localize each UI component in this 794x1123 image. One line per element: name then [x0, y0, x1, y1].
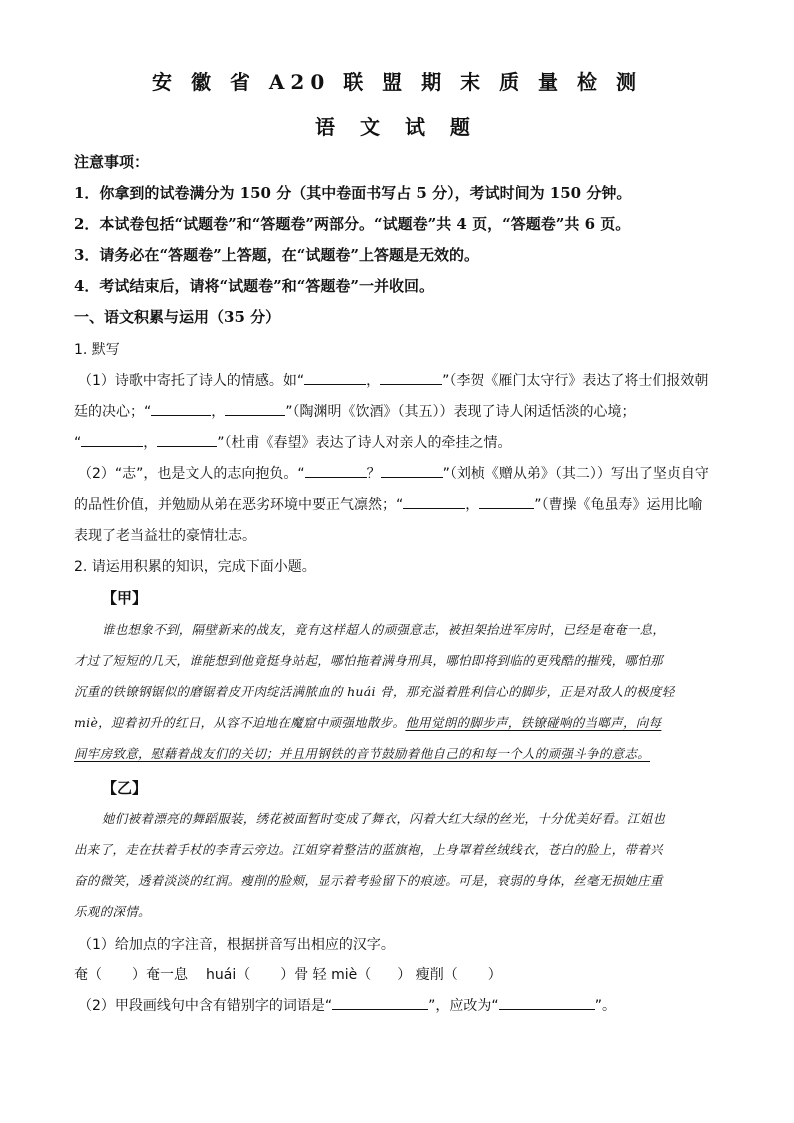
passage-line: 谁也想象不到，隔壁新来的战友，竟有这样超人的顽强意志，被担架抬进军房时，已经是奄奄一息，: [102, 622, 666, 637]
underlined-sentence: 他用觉朗的脚步声，铁镣碰响的当啷声，向每: [405, 715, 662, 730]
question-1-line: （2）“志”，也是文人的志向抱负。“ ？ ”（刘桢《赠从弟》（其二））写出了坚贞自守: [78, 463, 709, 483]
answer-blank[interactable]: [151, 401, 211, 416]
answer-blank[interactable]: [305, 463, 367, 478]
question-1-heading: 1. 默写: [74, 342, 120, 358]
notice-item: 4．考试结束后，请将“试题卷”和“答题卷”一并收回。: [74, 277, 434, 295]
answer-blank[interactable]: [380, 370, 442, 385]
answer-blank[interactable]: [225, 401, 285, 416]
sub-question-1-items: 奄（ ）奄一息 huái（ ）骨 轻 miè（ ） 瘦削（ ）: [74, 967, 502, 983]
question-1-line: （1）诗歌中寄托了诗人的情感。如“ ， ”（李贺《雁门太守行》表达了将士们报效朝: [78, 370, 708, 390]
passage-yi-label: 【乙】: [102, 779, 148, 797]
sub-question-2: （2）甲段画线句中含有错别字的词语是“ ”，应改为“ ”。: [78, 995, 616, 1015]
notice-item: 1．你拿到的试卷满分为 150 分（其中卷面书写占 5 分），考试时间为 150 分钟。: [74, 184, 632, 202]
passage-line: 出来了，走在扶着手杖的李青云旁边。江姐穿着整洁的蓝旗袍，上身罩着丝绒线衣，苍白的脸上，带着兴: [74, 842, 663, 857]
answer-blank[interactable]: [157, 432, 217, 447]
passage-line-underlined: 间牢房致意，慰藉着战友们的关切；并且用钢铁的音节鼓励着他自己的和每一个人的顽强斗争的意志。: [74, 746, 651, 761]
question-1-line: 廷的决心；“ ， ”（陶渊明《饮酒》（其五））表现了诗人闲适恬淡的心境；: [74, 401, 636, 421]
passage-jia-label: 【甲】: [102, 589, 148, 607]
passage-line: 才过了短短的几天，谁能想到他竟挺身站起，哪怕拖着满身刑具，哪怕即将到临的更残酷的摧残，哪怕那: [74, 653, 663, 668]
question-1-line: 的品性价值，并勉励从弟在恶劣环境中要正气凛然；“ ， ”（曹操《龟虽寿》运用比喻: [74, 494, 703, 514]
question-2-heading: 2. 请运用积累的知识，完成下面小题。: [74, 559, 316, 575]
notice-item: 2．本试卷包括“试题卷”和“答题卷”两部分。“试题卷”共 4 页，“答题卷”共 6 页。: [74, 215, 631, 233]
sub-question-1: （1）给加点的字注音，根据拼音写出相应的汉字。: [78, 937, 395, 953]
section-heading: 一、语文积累与运用（35 分）: [74, 308, 281, 326]
question-1-line: 表现了老当益壮的豪情壮志。: [74, 528, 256, 544]
answer-blank[interactable]: [479, 494, 534, 509]
exam-subtitle: 语 文 试 题: [315, 115, 479, 139]
question-1-line: “ ， ”（杜甫《春望》表达了诗人对亲人的牵挂之情。: [74, 432, 512, 452]
answer-blank[interactable]: [499, 995, 595, 1010]
passage-line: 她们被着漂亮的舞蹈服装，绣花被面暂时变成了舞衣，闪着大红大绿的丝光，十分优美好看。江姐也: [102, 811, 666, 826]
answer-blank[interactable]: [304, 370, 366, 385]
answer-blank[interactable]: [332, 995, 428, 1010]
answer-blank[interactable]: [81, 432, 143, 447]
answer-blank[interactable]: [403, 494, 465, 509]
notice-heading: 注意事项：: [74, 153, 150, 171]
passage-line: 奋的微笑，透着淡淡的红润。瘦削的脸颊，显示着考验留下的痕迹。可是，衰弱的身体，丝毫无损她庄重: [74, 873, 663, 888]
passage-line: miè，迎着初升的红日，从容不迫地在魔窟中顽强地散步。他用觉朗的脚步声，铁镣碰响的当啷声，向每: [74, 715, 662, 730]
exam-title: 安 徽 省 A20 联 盟 期 末 质 量 检 测: [152, 70, 642, 94]
passage-line: 沉重的铁镣钢锯似的磨锯着皮开肉绽活满脓血的 huái 骨，那充溢着胜利信心的脚步，正是对敌人的极度轻: [74, 684, 675, 699]
passage-line: 乐观的深情。: [74, 904, 151, 919]
answer-blank[interactable]: [381, 463, 443, 478]
notice-item: 3．请务必在“答题卷”上答题，在“试题卷”上答题是无效的。: [74, 246, 479, 264]
